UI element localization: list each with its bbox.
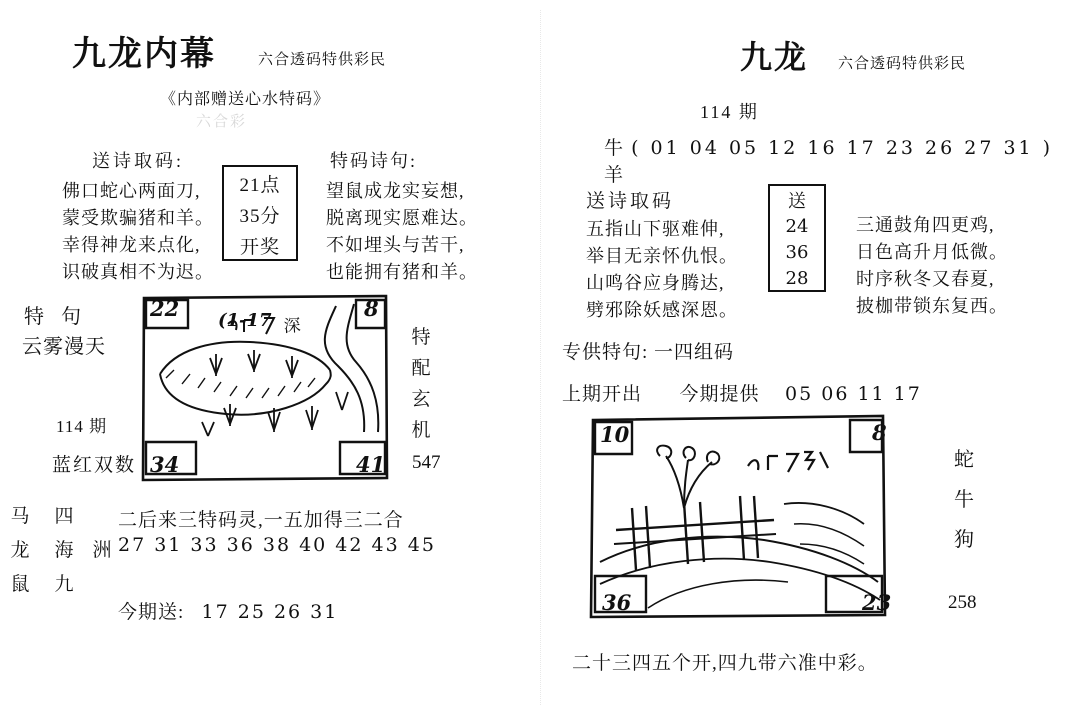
right-current-label: 今期提供 [679,384,760,405]
left-frame-corner-tr: 8 [364,296,379,321]
left-te-ma-line: 脱离现实愿难达。 [326,208,478,228]
right-send-box-label: 送 [788,191,806,211]
right-poem-line: 举目无亲怀仇恨。 [586,246,738,266]
right-current-numbers: 05 06 11 17 [785,383,922,405]
right-prev-label: 上期开出 [562,384,643,405]
left-poem-line: 幸得神龙来点化, [62,235,201,255]
left-send-label: 今期送: [118,602,185,623]
right-secondary-poem-line: 披枷带锁东复西。 [856,296,1008,316]
left-number-list: 27 31 33 36 38 40 42 43 45 [118,534,436,556]
draw-time-box [222,165,298,261]
left-vertical-col-1: 马 龙 鼠 [10,506,30,595]
right-secondary-poem-line: 日色高升月低微。 [856,242,1008,262]
left-phrase: 二后来三特码灵,一五加得三二合 [118,510,404,531]
right-prev-row [562,379,922,406]
right-frame-corner-br: 23 [862,590,892,615]
left-poem-line: 识破真相不为迟。 [62,262,214,282]
right-frame-corner-bl: 36 [602,590,632,615]
right-poem-line: 五指山下驱难伸, [586,219,725,239]
right-secondary-poem-line: 时序秋冬又春夏, [856,269,995,289]
left-te-ma-line: 也能拥有猪和羊。 [326,262,478,282]
left-quote: 《内部赠送心水特码》 [160,91,331,108]
right-special-phrase: 专供特句: 一四组码 [562,342,735,363]
right-song-shi-label: 送诗取码 [586,191,675,212]
left-frame-corner-br: 41 [356,452,386,477]
right-send-box [768,184,826,292]
left-side-vertical-text: 特 配 玄 机 [411,327,431,441]
left-te-ma-poem [326,178,478,286]
draw-label: 开奖 [239,237,280,258]
right-bottom-phrase: 二十三四五个开,四九带六准中彩。 [572,653,878,674]
panel-divider [540,10,541,705]
left-vertical-col-3: 洲 [92,540,112,561]
left-send-numbers: 17 25 26 31 [201,601,339,623]
left-te-ju-text: 云雾漫天 [22,336,106,358]
right-poem [586,216,738,324]
right-poem-line: 山鸣谷应身腾达, [586,273,725,293]
left-frame-scribble: (1-17 [218,310,272,331]
right-side-number: 258 [948,592,977,613]
left-color-hint: 蓝红双数 [52,455,137,476]
left-te-ju-label: 特 句 [24,306,87,328]
right-frame-corner-tr: 8 [872,420,887,445]
left-send-row [118,597,338,624]
right-illustration [588,412,888,620]
right-zodiac-left: 牛 [604,138,625,159]
right-issue: 114 期 [700,102,759,122]
left-frame-corner-tl: 22 [150,296,180,321]
left-frame-corner-bl: 34 [150,452,180,477]
left-title: 九龙内幕 [72,34,216,74]
left-te-ma-line: 望鼠成龙实妄想, [326,181,465,201]
right-secondary-poem-line: 三通鼓角四更鸡, [856,215,995,235]
left-poem-line: 佛口蛇心两面刀, [62,181,201,201]
left-song-shi-label: 送诗取码: [92,151,185,171]
right-subtitle: 六合透码特供彩民 [838,54,967,72]
right-numbers: ( 01 04 05 12 16 17 23 26 27 31 ) [631,137,1054,159]
right-send-box-number: 36 [785,242,809,263]
left-quote-watermark: 六合彩 [196,114,248,130]
right-side-vertical-text: 蛇 牛 狗 [954,449,974,551]
left-vertical-col-2: 四 海 九 [54,506,74,595]
left-side-number: 547 [412,452,441,473]
right-secondary-poem [856,212,1008,320]
right-poem-line: 劈邪除妖感深恩。 [586,300,738,320]
right-send-box-number: 24 [785,216,809,237]
draw-time-hour: 21点 [239,175,281,196]
right-title: 九龙 [740,38,809,76]
left-poem-line: 蒙受欺骗猪和羊。 [62,208,214,228]
right-send-box-number: 28 [785,268,809,289]
right-zodiac-right: 羊 [604,165,625,186]
svg-text:深: 深 [282,315,302,337]
left-poem [62,178,214,286]
left-subtitle: 六合透码特供彩民 [258,50,387,68]
draw-time-minute: 35分 [239,206,281,227]
right-frame-corner-tl: 10 [600,422,630,447]
right-number-row [604,133,1080,187]
left-te-ma-line: 不如埋头与苦干, [326,235,465,255]
left-te-ma-label: 特码诗句: [330,151,418,171]
left-issue: 114 期 [56,417,108,436]
